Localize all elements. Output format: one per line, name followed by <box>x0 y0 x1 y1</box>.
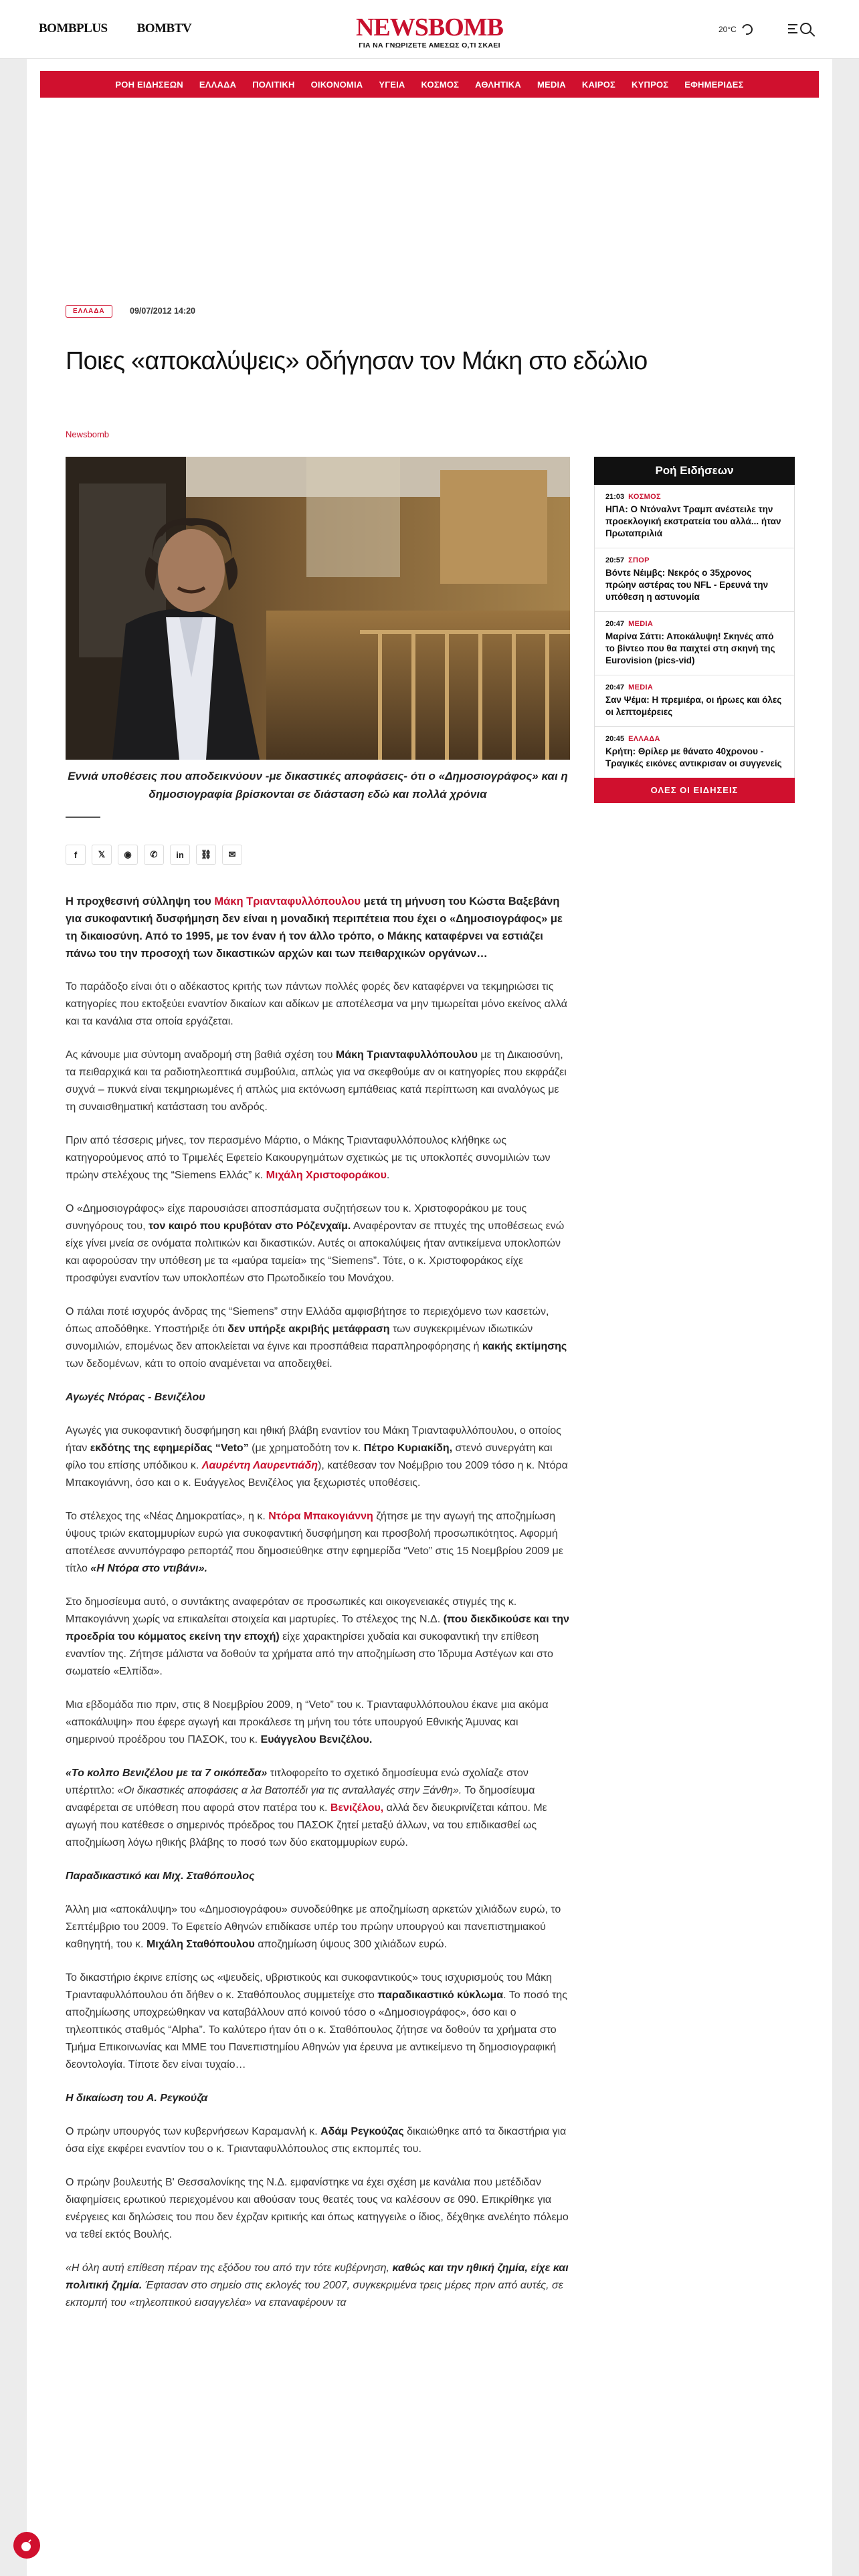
bold-text: καθώς και την ηθική ζημία, είχε και πολιτική ζημία. <box>66 2262 569 2291</box>
page-content <box>27 59 832 2576</box>
text: Ο «Δημοσιογράφος» είχε παρουσιάσει αποσπάσματα συζητήσεων του κ. Χριστοφοράκου με τους συνηγόρους του, <box>66 1203 527 1232</box>
sidebar-news-item[interactable] <box>595 485 794 548</box>
text: Στο δημοσίευμα αυτό, ο συντάκτης αναφερόταν σε προσωπικές και οικογενειακές στιγμές της κ. Μπακογιάννη χωρίς να επικαλείται στοιχεία και μαρτυρίες. Το στέλεχος της Ν.Δ. <box>66 1596 517 1625</box>
text: Πριν από τέσσερις μήνες, τον περασμένο Μάρτιο, ο Μάκης Τριανταφυλλόπουλος κλήθηκε ως κατηγορούμενος από το Τριμελές Εφετείο Κακουργημάτων σχετικώς με τις υποκλοπές συνομιλιών των πρώην στελέχους της “Siemens Ελλάς” κ. <box>66 1135 551 1181</box>
text: Ας κάνουμε μια σύντομη αναδρομή στη βαθιά σχέση του <box>66 1049 336 1061</box>
bomb-icon <box>19 2538 34 2553</box>
article-title: Ποιες «αποκαλύψεις» οδήγησαν τον Μάκη στο εδώλιο <box>66 347 648 375</box>
text: Αναφέρονταν σε πτυχές της υποθέσεως ενώ είχε γίνει μνεία σε ονόματα πολιτικών και δικαστικών. Αυτές οι αποκαλύψεις ήταν αντικείμενα υποκλοπών και αφορούσαν την υπόθεση με τα «μαύρα ταμεία» της “Siemens”. Τότε, ο κ. Χριστοφοράκος είχε προσφύγει εναντίον των υποκλοπέων στο Πρωτοδικείο του Μονάχου. <box>66 1220 565 1284</box>
sidebar-news-item[interactable] <box>595 612 794 675</box>
paragraph <box>66 1765 570 1852</box>
paragraph <box>66 2123 570 2158</box>
site-header <box>0 0 859 59</box>
text: δικαιώθηκε από τα δικαστήρια για όσα είχε εκφέρει εναντίον του ο κ. Τριανταφυλλόπουλος στις εκπομπές του. <box>66 2126 567 2155</box>
lead-text: μετά τη μήνυση του Κώστα Βαξεβάνη για συκοφαντική δυσφήμηση δεν είναι η μοναδική περιπέτεια που έχει ο «Δημοσιογράφος» με τη δικαιοσύνη. Από το 1995, με τον έναν ή τον άλλο τρόπο, ο Μάκης καταφέρνει να εστιάζει πάνω του την προσοχή των δικαστικών αρχών και των πειθαρχικών οργάνων… <box>66 895 563 960</box>
nav-ellada[interactable]: ΕΛΛΑΔΑ <box>199 79 237 90</box>
nav-kypros[interactable]: ΚΥΠΡΟΣ <box>632 79 669 90</box>
caption-divider <box>66 817 100 818</box>
nav-roi-eidiseon[interactable]: ΡΟΗ ΕΙΔΗΣΕΩΝ <box>115 79 183 90</box>
news-feed-sidebar <box>594 457 795 803</box>
bold-text: Μάκη Τριανταφυλλόπουλου <box>335 1049 478 1061</box>
bold-text: τον καιρό που κρυβόταν στο Ρόζενχαϊμ. <box>148 1220 351 1232</box>
paragraph: Ο πρώην βουλευτής Β' Θεσσαλονίκης της Ν.Δ. εμφανίστηκε να έχει σχέση με κανάλια που μετέδιδαν διαφημίσεις ερωτικού περιεχομένου και αθούσαν τους θεατές τους να καλέσουν σε 090. Επικρίθηκε για ενέργειες και δηλώσεις του που δεν έχρζαν κριτικής και όπως κατηγγειλε ο ίδιος, δέχθηκε ανελέητο πόλεμο να τεθεί εκτός Βουλής. <box>66 2177 569 2240</box>
news-category[interactable]: MEDIA <box>628 620 654 628</box>
article-author[interactable]: Newsbomb <box>66 429 110 439</box>
news-headline[interactable]: Κρήτη: Θρίλερ με θάνατο 40χρονου - Τραγικές εικόνες αντικρισαν οι συγγενείς <box>605 746 782 768</box>
bold-italic-text: «Το κολπο Βενιζέλου με τα 7 οικόπεδα» <box>66 1767 268 1779</box>
nav-kairos[interactable]: ΚΑΙΡΟΣ <box>581 79 616 90</box>
news-time: 20:57 <box>605 556 625 564</box>
text: αποζημίωση ύψους 300 χιλιάδων ευρώ. <box>254 1939 447 1950</box>
text: . <box>386 1170 390 1181</box>
category-badge[interactable]: ΕΛΛΑΔΑ <box>66 305 112 318</box>
text: Μια εβδομάδα πιο πριν, στις 8 Νοεμβρίου 2009, η “Veto” του κ. Τριανταφυλλόπουλου έκανε μια ακόμα «αποκάλυψη» που έφερε αγωγή και προκάλεσε τη μήνη του τότε υπουργού Εθνικής Άμυνας και σημερινού προέδρου του ΠΑΣΟΚ, του κ. <box>66 1699 549 1745</box>
text: Το δημοσίευμα αναφέρεται σε υπόθεση που αφορά στον πατέρα του κ. <box>66 1785 535 1814</box>
section-heading: Η δικαίωση του Α. Ρεγκούζα <box>66 2092 208 2104</box>
main-nav <box>40 71 819 98</box>
text: των δεδομένων, κάτι το οποίο αναμένεται να αποδειχθεί. <box>66 1358 332 1370</box>
photo-caption: Εννιά υποθέσεις που αποδεικνύουν -με δικαστικές αποφάσεις- ότι ο «Δημοσιογράφος» και η δημοσιογραφία βρίσκονται σε διάσταση εδώ και πολλά χρόνια <box>68 770 568 800</box>
paragraph <box>66 1200 570 1287</box>
bold-text: Ευάγγελου Βενιζέλου. <box>260 1734 373 1745</box>
nav-efimerides[interactable]: ΕΦΗΜΕΡΙΔΕΣ <box>684 79 744 90</box>
text: . Το ποσό της αποζημίωσης υποχρεώθηκαν να καταβάλλουν από κοινού τόσο ο «Δημοσιογράφος», όσο και ο τηλεοπτικός σταθμός “Alpha”. Το καλύτερο ήταν ότι ο κ. Σταθόπουλος ζήτησε να δοθούν τα χρήματα στο Τμήμα Επικοινωνίας και ΜΜΕ του Πανεπιστημίου Αθηνών για έρευνα με αντικείμενο τη δημοσιογραφική δεοντολογία. Τίποτε δεν είναι τυχαίο… <box>66 1990 567 2070</box>
paragraph <box>66 1132 570 1184</box>
logo-text: NEWSBOMB <box>355 13 504 41</box>
paragraph <box>66 1901 570 1953</box>
nav-kosmos[interactable]: ΚΟΣΜΟΣ <box>421 79 460 90</box>
paragraph <box>66 1508 570 1578</box>
x-icon[interactable]: 𝕏 <box>92 845 112 865</box>
bold-text: Πέτρο Κυριακίδη, <box>363 1442 453 1454</box>
bold-text: δεν υπήρξε ακριβής μετάφραση <box>227 1323 390 1335</box>
text: Το δικαστήριο έκρινε επίσης ως «ψευδείς, υβριστικούς και συκοφαντικούς» τους ισχυρισμούς του Μάκη Τριανταφυλλόπουλου ότι δήθεν ο κ. Σταθόπουλος συμμετείχε στο <box>66 1972 553 2001</box>
nav-ygeia[interactable]: ΥΓΕΙΑ <box>379 79 405 90</box>
news-meta <box>605 735 783 743</box>
nav-athlitika[interactable]: ΑΘΛΗΤΙΚΑ <box>475 79 521 90</box>
section-heading: Αγωγές Ντόρας - Βενιζέλου <box>66 1392 205 1403</box>
text: των συγκεκριμένων ιδιωτικών συνομιλιών, επομένως δεν αποκλείεται να έγινε και προσπάθεια παραπληροφόρησης ή <box>66 1323 533 1352</box>
text: Αγωγές για συκοφαντική δυσφήμηση και ηθική βλάβη εναντίον του Μάκη Τριανταφυλλόπουλου, ο οποίος ήταν <box>66 1425 561 1454</box>
news-category[interactable]: ΣΠΟΡ <box>628 556 650 564</box>
section-heading: Παραδικαστικό και Μιχ. Σταθόπουλος <box>66 1870 255 1882</box>
bold-text: Αδάμ Ρεγκούζας <box>320 2126 404 2137</box>
email-icon[interactable]: ✉ <box>222 845 242 865</box>
paragraph <box>66 1594 570 1681</box>
bombtv-link[interactable]: BOMBTV <box>136 21 192 35</box>
text: Έφτασαν στο σημείο στις εκλογές του 2007, συγκεκριμένα τρεις μέρες πριν από αυτές, σε εκπομπή του «τηλεοπτικού εισαγγελέα» να επαναφέρουν τα <box>66 2280 563 2309</box>
article-photo <box>66 457 570 760</box>
article-date: 09/07/2012 14:20 <box>130 306 196 316</box>
bold-text: παραδικαστικό κύκλωμα <box>377 1990 504 2001</box>
news-time: 20:45 <box>605 735 625 743</box>
text: Ο πρώην υπουργός των κυβερνήσεων Καραμανλή κ. <box>66 2126 321 2137</box>
menu-icon-line <box>788 28 795 29</box>
news-meta <box>605 620 783 628</box>
link-bakoyannis[interactable]: Ντόρα Μπακογιάννη <box>268 1511 373 1522</box>
sidebar-news-item[interactable] <box>595 548 794 612</box>
link-lavrentiadis[interactable]: Λαυρέντη Λαυρεντιάδη <box>201 1460 318 1471</box>
lead-text: Η προχθεσινή σύλληψη του <box>66 895 215 907</box>
news-time: 20:47 <box>605 683 625 691</box>
article-lead <box>66 893 570 962</box>
text: Το στέλεχος της «Νέας Δημοκρατίας», η κ. <box>66 1511 269 1522</box>
news-headline[interactable]: Βόντε Νέιμβς: Νεκρός ο 35χρονος πρώην αστέρας του NFL - Ερευνά την υπόθεση η αστυνομία <box>605 568 769 602</box>
menu-icon <box>788 24 797 25</box>
text: είχε χαρακτηρίσει χυδαία και συκοφαντική την επίθεση εναντίον της. Ζήτησε μάλιστα να δοθούν τα χρήματα από την αποζημίωση στο Ίδρυμα Αστέγων και στο σωματείο «Ελπίδα». <box>66 1631 553 1677</box>
news-category[interactable]: ΚΟΣΜΟΣ <box>628 493 661 501</box>
nav-politiki[interactable]: ΠΟΛΙΤΙΚΗ <box>252 79 295 90</box>
share-bar <box>66 845 242 865</box>
paragraph <box>66 1422 570 1492</box>
text: τιτλοφορείτο το σχετικό δημοσίευμα ενώ σχολίαζε στον υπέρτιτλο: <box>66 1767 529 1796</box>
paragraph <box>66 2260 570 2312</box>
text: με τη Δικαιοσύνη, τα πειθαρχικά και τα ραδιοτηλεοπτικά συμβούλια, απλώς για να σκεφθούμε αν οι κατηγορίες που εκφράζει συχνά – πυκνά είναι τεκμηριωμένες ή απλώς μια εκτόνωση εμπάθειας κατά περίπτωση και αναλόγως με τη συναισθηματική κατάσταση του ανδρός. <box>66 1049 567 1113</box>
sidebar-news-item[interactable] <box>595 727 794 778</box>
italic-text: «Οι δικαστικές αποφάσεις α λα Βατοπέδι για τις ανταλλαγές στην Ξάνθη». <box>117 1785 462 1796</box>
news-headline[interactable]: ΗΠΑ: Ο Ντόναλντ Τραμπ ανέστειλε την προεκλογική εκστρατεία του αλλά... ήταν Πρωταπριλιά <box>605 504 781 538</box>
text: Άλλη μια «αποκάλυψη» του «Δημοσιογράφου» συνοδεύθηκε με αποζημίωση αρκετών χιλιάδων ευρώ, το Σεπτέμβριο του 2009. Το Εφετείο Αθηνών επιδίκασε υπέρ του πρώην υπουργού και πανεπιστημιακού καθηγητή, του κ. <box>66 1904 561 1950</box>
link-icon[interactable]: ⛓ <box>196 845 216 865</box>
news-time: 21:03 <box>605 493 625 501</box>
nav-oikonomia[interactable]: ΟΙΚΟΝΟΜΙΑ <box>310 79 363 90</box>
text: αλλά δεν διευκρινίζεται κάπου. Με αγωγή που κατέθεσε ο σημερινός πρόεδρος του ΠΑΣΟΚ ζητεί μεταξύ άλλων, να του επιδικασθεί ως αποζημίωση λόγω ηθικής βλάβης το ποσό των δύο εκατομμυρίων ευρώ. <box>66 1802 547 1848</box>
news-meta <box>605 683 783 691</box>
text: ), κατέθεσαν τον Νοέμβριο του 2009 τόσο η κ. Ντόρα Μπακογιάννη, όσο και ο κ. Ευάγγελος Βενιζέλος για ξεχωριστές υποθέσεις. <box>66 1460 568 1489</box>
messenger-icon[interactable]: ◉ <box>118 845 138 865</box>
news-category[interactable]: MEDIA <box>628 683 654 691</box>
menu-icon-line <box>788 32 797 33</box>
news-headline[interactable]: Μαρίνα Σάττι: Αποκάλυψη! Σκηνές από το βίντεο που θα παιχτεί στη σκηνή της Eurovision (pics-vid) <box>605 631 775 665</box>
moon-icon <box>740 22 755 37</box>
facebook-icon[interactable]: f <box>66 845 86 865</box>
paragraph <box>66 1697 570 1749</box>
bold-text: εκδότης της εφημερίδας “Veto” <box>90 1442 249 1454</box>
text: ζήτησε με την αγωγή της αποζημίωση ύψους τριών εκατομμυρίων ευρώ για συκοφαντική δυσφήμηση και προσβολή προσωπικότητος. Αφορμή αποτέλεσε αννυπόγραφο ρεπορτάζ που δημοσιεύθηκε στην εφημερίδα “Veto” στις 15 Νοεμβρίου 2009 με τίτλο <box>66 1511 563 1574</box>
bold-italic-text: «Η Ντόρα στο ντιβάνι». <box>90 1563 207 1574</box>
link-christoforakos[interactable]: Μιχάλη Χριστοφοράκου <box>266 1170 387 1181</box>
nav-media[interactable]: MEDIA <box>537 79 566 90</box>
news-headline[interactable]: Σαν Ψέμα: Η πρεμιέρα, οι ήρωες και όλες οι λεπτομέρειες <box>605 695 782 717</box>
paragraph <box>66 1303 570 1373</box>
linkedin-icon[interactable]: in <box>170 845 190 865</box>
paragraph <box>66 1047 570 1116</box>
menu-search-button[interactable] <box>788 20 816 37</box>
text: (με χρηματοδότη τον κ. <box>248 1442 364 1454</box>
text: «Η όλη αυτή επίθεση πέραν της εξόδου του από την τότε κυβέρνηση, <box>66 2262 393 2274</box>
logo-tagline: ΓΙΑ ΝΑ ΓΝΩΡΙΖΕΤΕ ΑΜΕΣΩΣ Ο,ΤΙ ΣΚΑΕΙ <box>359 41 500 49</box>
bold-text: κακής εκτίμησης <box>482 1341 567 1352</box>
floating-bomb-button[interactable] <box>13 2532 40 2559</box>
weather-widget[interactable] <box>719 24 753 35</box>
news-meta <box>605 493 783 501</box>
link-venizelos[interactable]: Βενιζέλου, <box>330 1802 384 1814</box>
news-time: 20:47 <box>605 620 625 628</box>
news-category[interactable]: ΕΛΛΑΔΑ <box>628 735 660 743</box>
bold-text: Μιχάλη Σταθόπουλου <box>146 1939 255 1950</box>
search-icon-handle <box>810 31 816 37</box>
link-triantafyllopoulos[interactable]: Μάκη Τριανταφυλλόπουλου <box>214 895 361 907</box>
paragraph: Το παράδοξο είναι ότι ο αδέκαστος κριτής των πάντων πολλές φορές δεν καταφέρνει να τεκμηριώσει τις κατηγορίες που εκτοξεύει εναντίον δικαίων και αδίκων με αποτέλεσμα να μην τιμωρείται μόνο εκείνος αλλά και τα κανάλια στα οποία εργάζεται. <box>66 981 567 1027</box>
sidebar-news-item[interactable] <box>595 675 794 727</box>
all-news-button[interactable]: ΟΛΕΣ ΟΙ ΕΙΔΗΣΕΙΣ <box>594 778 795 803</box>
paragraph <box>66 1969 570 2074</box>
text: στενό συνεργάτη και φίλο του επίσης υπόδικου κ. <box>66 1442 553 1471</box>
bold-text: (που διεκδικούσε και την προεδρία του κόμματος εκείνη την εποχή) <box>66 1614 569 1642</box>
whatsapp-icon[interactable]: ✆ <box>144 845 164 865</box>
sidebar-title: Ροή Ειδήσεων <box>594 457 795 485</box>
news-meta <box>605 556 783 564</box>
article-body <box>66 893 570 2328</box>
temperature: 20°C <box>719 25 737 34</box>
sidebar-list <box>594 485 795 778</box>
article-photo-art <box>66 457 570 760</box>
bombplus-link[interactable]: BOMBPLUS <box>39 21 108 35</box>
text: Ο πάλαι ποτέ ισχυρός άνδρας της “Siemens” στην Ελλάδα αμφισβήτησε το περιεχόμενο των κασετών, όπως αποδόθηκε. Υποστήριξε ότι <box>66 1306 549 1335</box>
